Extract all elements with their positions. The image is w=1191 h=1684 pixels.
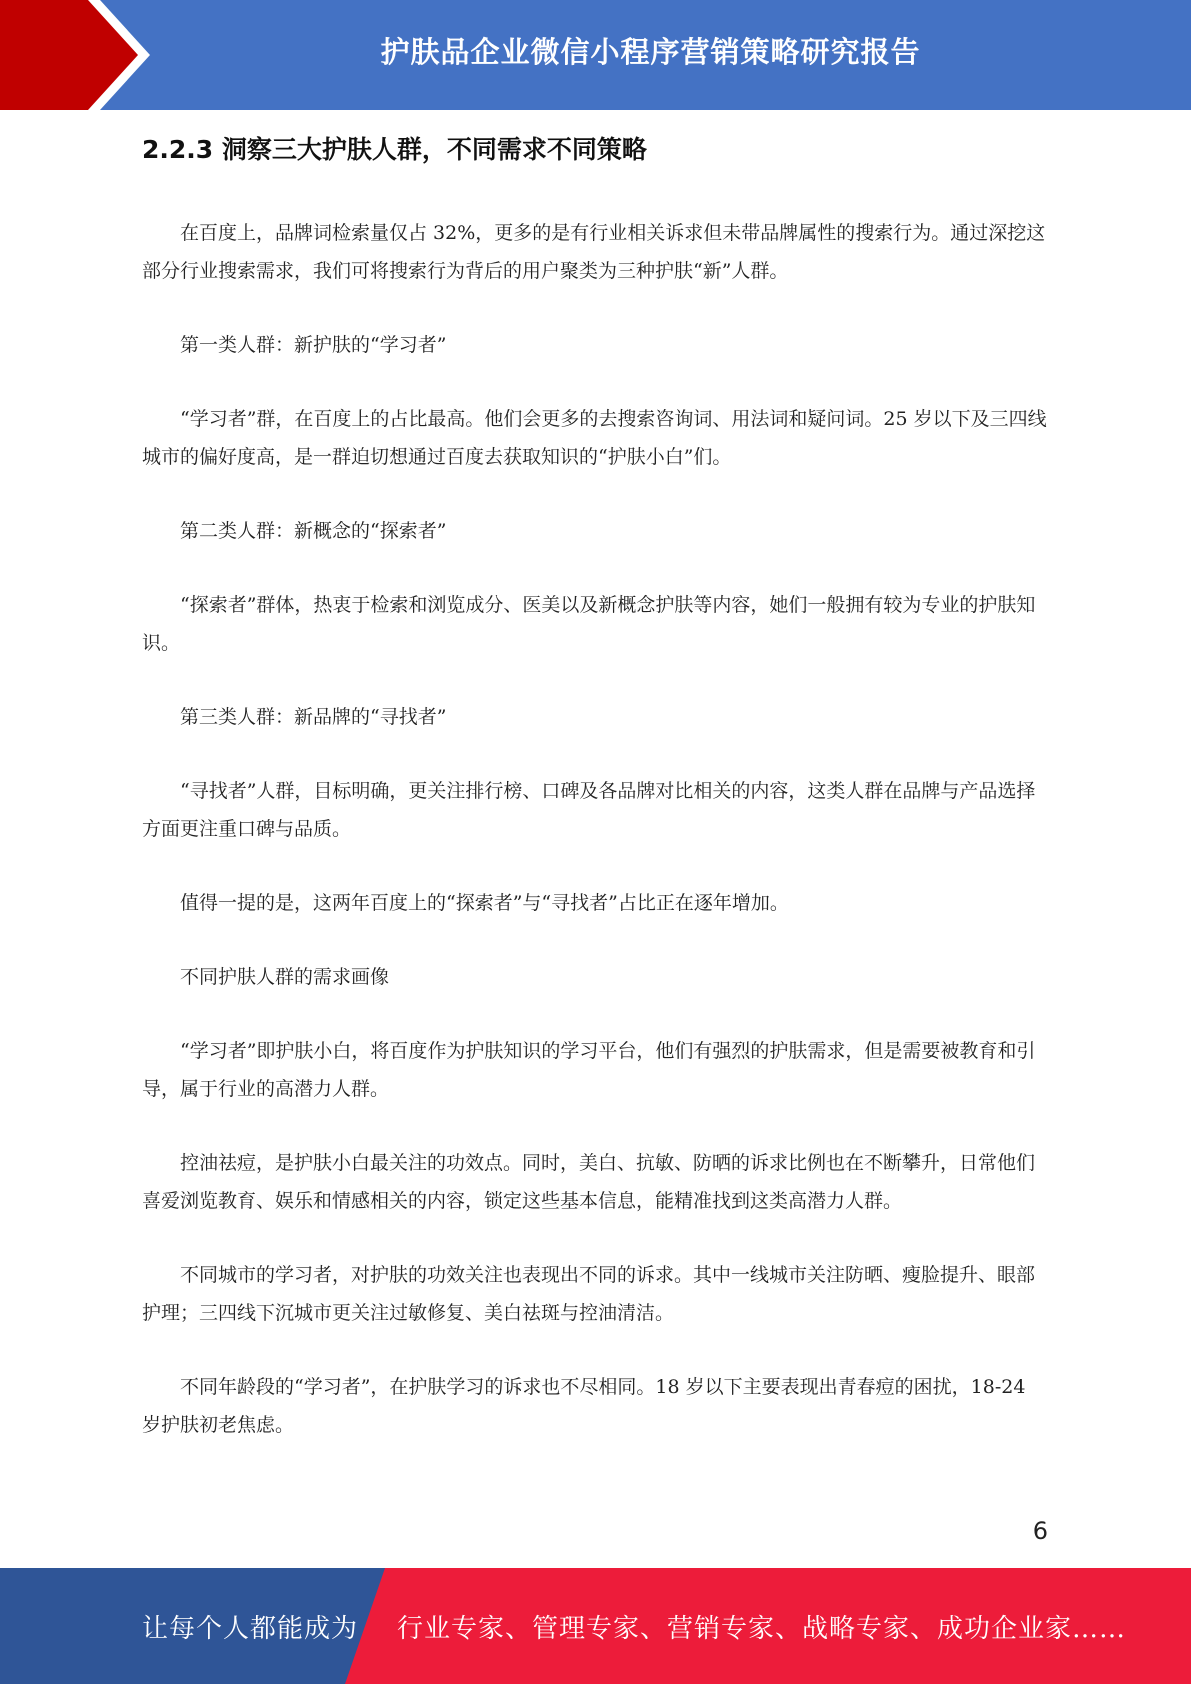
- page-header: [0, 0, 1191, 110]
- footer-slogan-left: 让每个人都能成为: [142, 1613, 359, 1644]
- paragraph: “探索者”群体，热衷于检索和浏览成分、医美以及新概念护肤等内容，她们一般拥有较为专业的护肤知识。: [142, 594, 1036, 654]
- page-content: [142, 128, 1047, 1480]
- paragraph: “学习者”群，在百度上的占比最高。他们会更多的去搜索咨询词、用法词和疑问词。25 岁以下及三四线城市的偏好度高，是一群迫切想通过百度去获取知识的“护肤小白”们。: [142, 408, 1047, 468]
- section-heading: 2.2.3 洞察三大护肤人群，不同需求不同策略: [142, 135, 647, 164]
- report-title: 护肤品企业微信小程序营销策略研究报告: [380, 34, 921, 69]
- paragraph: 不同城市的学习者，对护肤的功效关注也表现出不同的诉求。其中一线城市关注防晒、瘦脸提升、眼部护理；三四线下沉城市更关注过敏修复、美白祛斑与控油清洁。: [142, 1264, 1036, 1324]
- paragraph: 第一类人群：新护肤的“学习者”: [180, 334, 447, 356]
- paragraph: 在百度上，品牌词检索量仅占 32%，更多的是有行业相关诉求但未带品牌属性的搜索行为。通过深挖这部分行业搜索需求，我们可将搜索行为背后的用户聚类为三种护肤“新”人群。: [142, 222, 1046, 282]
- paragraph: 控油祛痘，是护肤小白最关注的功效点。同时，美白、抗敏、防晒的诉求比例也在不断攀升，日常他们喜爱浏览教育、娱乐和情感相关的内容，锁定这些基本信息，能精准找到这类高潜力人群。: [142, 1152, 1036, 1212]
- page-footer: [0, 1568, 1191, 1684]
- footer-slogan-right: 行业专家、管理专家、营销专家、战略专家、成功企业家……: [397, 1613, 1127, 1644]
- paragraph: “学习者”即护肤小白，将百度作为护肤知识的学习平台，他们有强烈的护肤需求，但是需要被教育和引导，属于行业的高潜力人群。: [142, 1040, 1036, 1100]
- paragraph: 第二类人群：新概念的“探索者”: [180, 520, 447, 542]
- paragraph: 不同年龄段的“学习者”，在护肤学习的诉求也不尽相同。18 岁以下主要表现出青春痘的困扰，18-24 岁护肤初老焦虑。: [142, 1376, 1026, 1436]
- page-number: 6: [1032, 1517, 1048, 1545]
- paragraph: 不同护肤人群的需求画像: [180, 966, 390, 988]
- paragraph: 第三类人群：新品牌的“寻找者”: [180, 706, 447, 728]
- paragraph: “寻找者”人群，目标明确，更关注排行榜、口碑及各品牌对比相关的内容，这类人群在品牌与产品选择方面更注重口碑与品质。: [142, 780, 1036, 840]
- paragraph: 值得一提的是，这两年百度上的“探索者”与“寻找者”占比正在逐年增加。: [180, 892, 789, 914]
